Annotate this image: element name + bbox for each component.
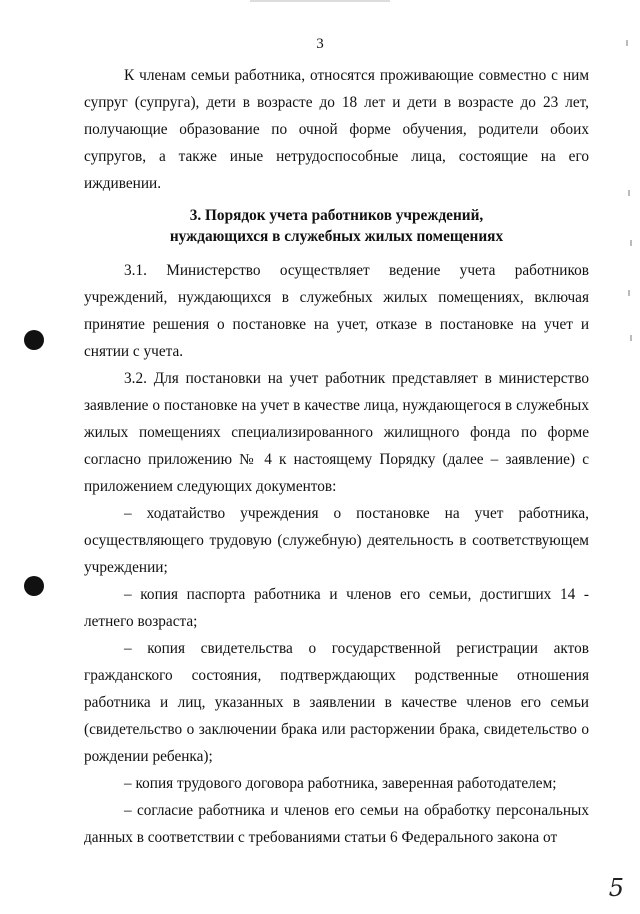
section-heading-line-1: 3. Порядок учета работников учреждений, — [189, 207, 484, 224]
list-item-passport: – копия паспорта работника и членов его семьи, достигших 14 - летнего возраста; — [84, 586, 589, 630]
scan-artifact — [630, 240, 632, 246]
scan-artifact — [626, 40, 628, 46]
paragraph-3-2: 3.2. Для постановки на учет работник представляет в министерство заявление о постановке на учет в качестве лица, нуждающегося в служебных жилых помещениях специализированного жилищного фонда по форме согласно приложению № 4 к настоящему Порядку (далее – заявление) с приложением следующих документов: — [84, 370, 589, 495]
document-body — [84, 62, 589, 851]
paragraph-3-1: 3.1. Министерство осуществляет ведение учета работников учреждений, нуждающихся в служебных жилых помещениях, включая принятие решения о постановке на учет, отказе в постановке на учет и снятии с учета. — [84, 262, 589, 360]
scan-artifact — [250, 0, 390, 2]
section-heading — [84, 205, 589, 247]
scan-artifact — [628, 290, 630, 296]
scan-artifact — [630, 335, 632, 341]
list-item-data-consent: – согласие работника и членов его семьи на обработку персональных данных в соответствии с требованиями статьи 6 Федерального закона от — [84, 802, 589, 846]
handwritten-mark: 5 — [608, 874, 624, 902]
scan-artifact — [628, 190, 630, 196]
list-item-labor-contract: – копия трудового договора работника, заверенная работодателем; — [124, 775, 557, 792]
section-heading-line-2: нуждающихся в служебных жилых помещениях — [169, 228, 504, 245]
list-item-civil-registration: – копия свидетельства о государственной регистрации актов гражданского состояния, подтверждающих родственные отношения работника и лиц, указанных в заявлении в качестве членов его семьи (свидетельство о заключении брака или расторжении брака, свидетельство о рождении ребенка); — [84, 640, 589, 765]
paragraph-family-members: К членам семьи работника, относятся проживающие совместно с ним супруг (супруга), дети в возрасте до 18 лет и дети в возрасте до 23 лет, получающие образование по очной форме обучения, родители обоих супругов, а также иные нетрудоспособные лица, состоящие на его иждивении. — [84, 67, 589, 192]
punch-hole — [24, 576, 44, 596]
punch-hole — [24, 330, 44, 350]
list-item-petition: – ходатайство учреждения о постановке на учет работника, осуществляющего трудовую (служебную) деятельность в соответствующем учреждении; — [84, 505, 589, 576]
page-number: 3 — [316, 36, 324, 52]
